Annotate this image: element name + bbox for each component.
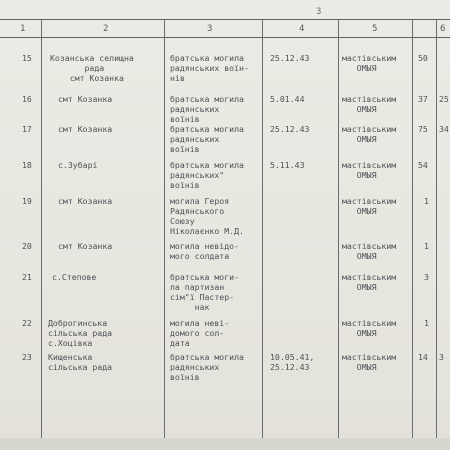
object-cell: могила невідо- мого солдата (170, 241, 240, 261)
object-cell: могила неві- домого сол- дата (170, 318, 230, 348)
scan-bottom-edge (0, 438, 450, 450)
date-cell: 5.01.44 (270, 94, 305, 104)
column-rule (412, 19, 413, 438)
significance-cell: мастівським ОМЫЯ (342, 318, 397, 338)
place-cell: смт Козанка (58, 124, 113, 134)
row-number: 22 (22, 318, 32, 328)
date-cell: 25.12.43 (270, 53, 310, 63)
place-cell: с.Зубарі (58, 160, 98, 170)
column-number-4: 4 (299, 24, 305, 34)
significance-cell: мастівським ОМЫЯ (342, 272, 397, 292)
date-cell: 5.11.43 (270, 160, 305, 170)
column-number-5: 5 (372, 24, 378, 34)
row-number: 15 (22, 53, 32, 63)
place-cell: Козанська селищна рада смт Козанка (50, 53, 134, 83)
significance-cell: мастівським ОМЫЯ (342, 160, 397, 180)
count-cell: 1 (424, 196, 429, 206)
count-cell: 1 (424, 241, 429, 251)
column-rule (164, 19, 165, 438)
header-bottom-rule (0, 37, 450, 38)
object-cell: братська могила радянських воїнів (170, 124, 244, 154)
object-cell: братська могила радянських воїнів (170, 94, 244, 124)
column-number-2: 2 (103, 24, 109, 34)
object-cell: братська моги- ла партизан сім"ї Пастер- нак (170, 272, 240, 312)
place-cell: Доброгинська сільська рада с.Хоцівка (48, 318, 113, 348)
extra-cell: 3 (439, 352, 444, 362)
row-number: 23 (22, 352, 32, 362)
significance-cell: мастівським ОМЫЯ (342, 124, 397, 144)
significance-cell: мастівським ОМЫЯ (342, 352, 397, 372)
significance-cell: мастівським ОМЫЯ (342, 94, 397, 114)
column-rule (436, 19, 437, 438)
column-number-1: 1 (20, 24, 26, 34)
significance-cell: мастівським ОМЫЯ (342, 196, 397, 216)
date-cell: 25.12.43 (270, 124, 310, 134)
count-cell: 3 (424, 272, 429, 282)
column-rule (338, 19, 339, 438)
significance-cell: мастівським ОМЫЯ (342, 241, 397, 261)
row-number: 16 (22, 94, 32, 104)
row-number: 17 (22, 124, 32, 134)
column-number-3: 3 (207, 24, 213, 34)
header-top-rule (0, 19, 450, 20)
count-cell: 75 (418, 124, 428, 134)
column-number-6: 6 (440, 24, 446, 34)
object-cell: могила Героя Радянського Союзу Ніколаєнко М.Д. (170, 196, 244, 236)
date-cell: 10.05.41, 25.12.43 (270, 352, 315, 372)
count-cell: 50 (418, 53, 428, 63)
row-number: 18 (22, 160, 32, 170)
count-cell: 37 (418, 94, 428, 104)
place-cell: смт Козанка (58, 241, 113, 251)
place-cell: смт Козанка (58, 196, 113, 206)
extra-cell: 25 (439, 94, 449, 104)
place-cell: Кищенська сільська рада (48, 352, 113, 372)
place-cell: с.Степове (52, 272, 97, 282)
object-cell: братська могила радянських" воїнів (170, 160, 244, 190)
significance-cell: мастівським ОМЫЯ (342, 53, 397, 73)
count-cell: 1 (424, 318, 429, 328)
row-number: 19 (22, 196, 32, 206)
row-number: 20 (22, 241, 32, 251)
place-cell: смт Козанка (58, 94, 113, 104)
object-cell: братська могила радянських воїнів (170, 352, 244, 382)
column-rule (41, 19, 42, 438)
extra-cell: 34 (439, 124, 449, 134)
column-rule (262, 19, 263, 438)
object-cell: братська могила радянських воїн- нів (170, 53, 249, 83)
row-number: 21 (22, 272, 32, 282)
count-cell: 14 (418, 352, 428, 362)
count-cell: 54 (418, 160, 428, 170)
page-number: 3 (316, 7, 322, 17)
